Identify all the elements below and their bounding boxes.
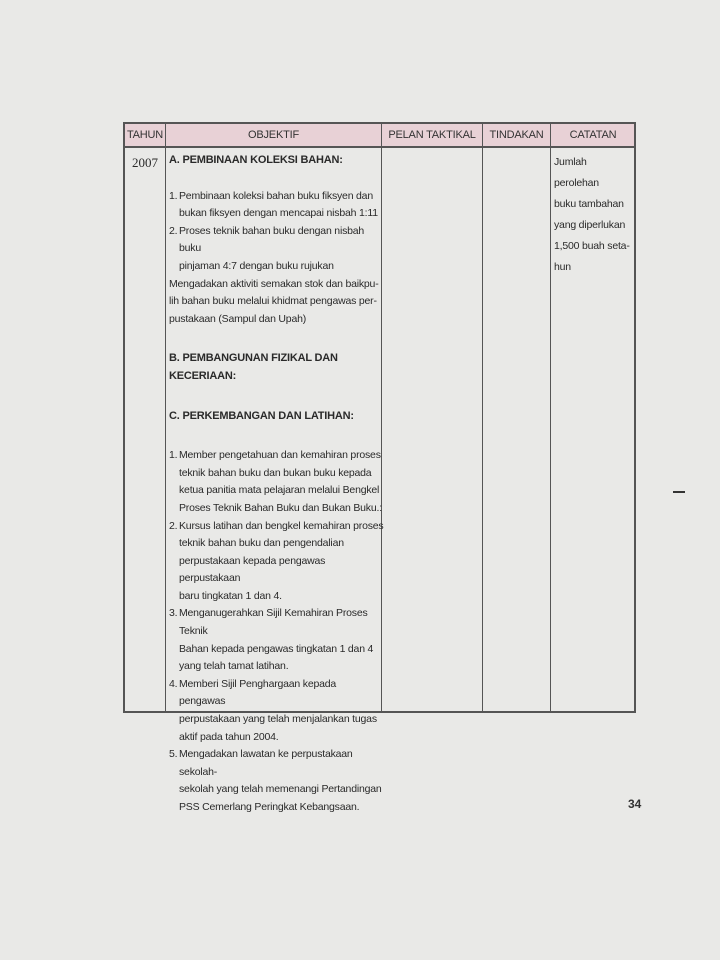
objektif-cell [169, 152, 384, 817]
year-cell: 2007 [132, 155, 158, 170]
header-tindakan: TINDAKAN [489, 129, 544, 141]
list-item: 4. Memberi Sijil Penghargaan kepada pengawas perpustakaan yang telah menjalankan tugas aktif pada tahun 2004. [169, 677, 377, 743]
section-b-heading: B. PEMBANGUNAN FIZIKAL DAN KECERIAAN: [169, 352, 338, 382]
column-divider [165, 124, 166, 711]
header-catatan: CATATAN [569, 129, 617, 141]
list-item: 1. Pembinaan koleksi bahan buku fiksyen dan bukan fiksyen dengan mencapai nisbah 1:11 [169, 189, 378, 220]
list-item: 2. Kursus latihan dan bengkel kemahiran proses teknik bahan buku dan pengendalian perpustakaan kepada pengawas perpustakaan baru tingkatan 1 dan 4. [169, 519, 384, 602]
header-objektif: OBJEKTIF [248, 129, 299, 141]
header-pelan-taktikal: PELAN TAKTIKAL [388, 129, 476, 141]
section-a-heading: A. PEMBINAAN KOLEKSI BAHAN: [169, 154, 343, 166]
column-divider [550, 124, 551, 711]
header-tahun: TAHUN [126, 129, 164, 141]
section-a-paragraph: Mengadakan aktiviti semakan stok dan baikpu- lih bahan buku melalui khidmat pengawas per- pustakaan (Sampul dan Upah) [169, 277, 379, 325]
margin-dash [673, 491, 685, 493]
column-divider [482, 124, 483, 711]
list-item: 5. Mengadakan lawatan ke perpustakaan sekolah- sekolah yang telah memenangi Pertandingan PSS Cemerlang Peringkat Kebangsaan. [169, 748, 382, 813]
list-item: 3. Menganugerahkan Sijil Kemahiran Proses Teknik Bahan kepada pengawas tingkatan 1 dan 4 yang telah tamat latihan. [169, 607, 374, 673]
list-item: 2. Proses teknik bahan buku dengan nisbah buku pinjaman 4:7 dengan buku rujukan [169, 224, 365, 272]
list-item: 1. Member pengetahuan dan kemahiran proses teknik bahan buku dan bukan buku kepada ketua panitia mata pelajaran melalui Bengkel Proses Teknik Bahan Buku dan Bukan Buku.: [169, 449, 382, 514]
page-number: 34 [628, 797, 642, 811]
section-c-heading: C. PERKEMBANGAN DAN LATIHAN: [169, 409, 354, 422]
catatan-cell: Jumlah perolehan buku tambahan yang diperlukan 1,500 buah seta- hun [554, 156, 630, 273]
